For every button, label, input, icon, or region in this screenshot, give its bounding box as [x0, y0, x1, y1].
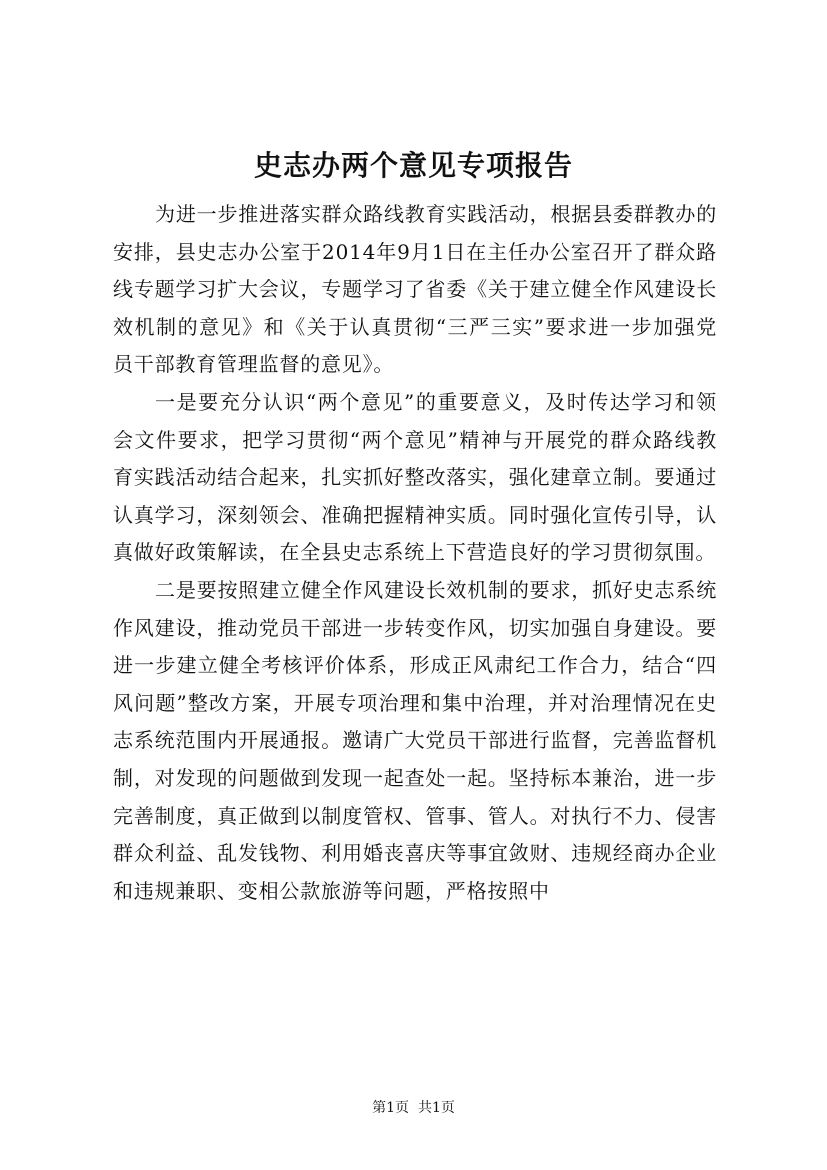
document-title: 史志办两个意见专项报告: [253, 149, 573, 182]
page-footer: [0, 1098, 827, 1118]
paragraph-intro: 为进一步推进落实群众路线教育实践活动，根据县委群教办的安排，县史志办公室于2014年9月1日在主任办公室召开了群众路线专题学习扩大会议，专题学习了省委《关于建立健全作风建设长效机制的意见》和《关于认真贯彻“三严三实”要求进一步加强党员干部教育管理监督的意见》。: [113, 202, 717, 377]
page-number-label: 第1页 共1页: [372, 1100, 455, 1116]
paragraph-point-two: 二是要按照建立健全作风建设长效机制的要求，抓好史志系统作风建设，推动党员干部进一步转变作风，切实加强自身建设。要进一步建立健全考核评价体系，形成正风肃纪工作合力，结合“四风问题”整改方案，开展专项治理和集中治理，并对治理情况在史志系统范围内开展通报。邀请广大党员干部进行监督，完善监督机制，对发现的问题做到发现一起查处一起。坚持标本兼治，进一步完善制度，真正做到以制度管权、管事、管人。对执行不力、侵害群众利益、乱发钱物、利用婚丧喜庆等事宜敛财、违规经商办企业和违规兼职、变相公款旅游等问题，严格按照中: [113, 577, 717, 903]
paragraph-point-one: 一是要充分认识“两个意见”的重要意义，及时传达学习和领会文件要求，把学习贯彻“两个意见”精神与开展党的群众路线教育实践活动结合起来，扎实抓好整改落实，强化建章立制。要通过认真学习，深刻领会、准确把握精神实质。同时强化宣传引导，认真做好政策解读，在全县史志系统上下营造良好的学习贯彻氛围。: [113, 389, 717, 565]
document-body: [113, 196, 717, 910]
